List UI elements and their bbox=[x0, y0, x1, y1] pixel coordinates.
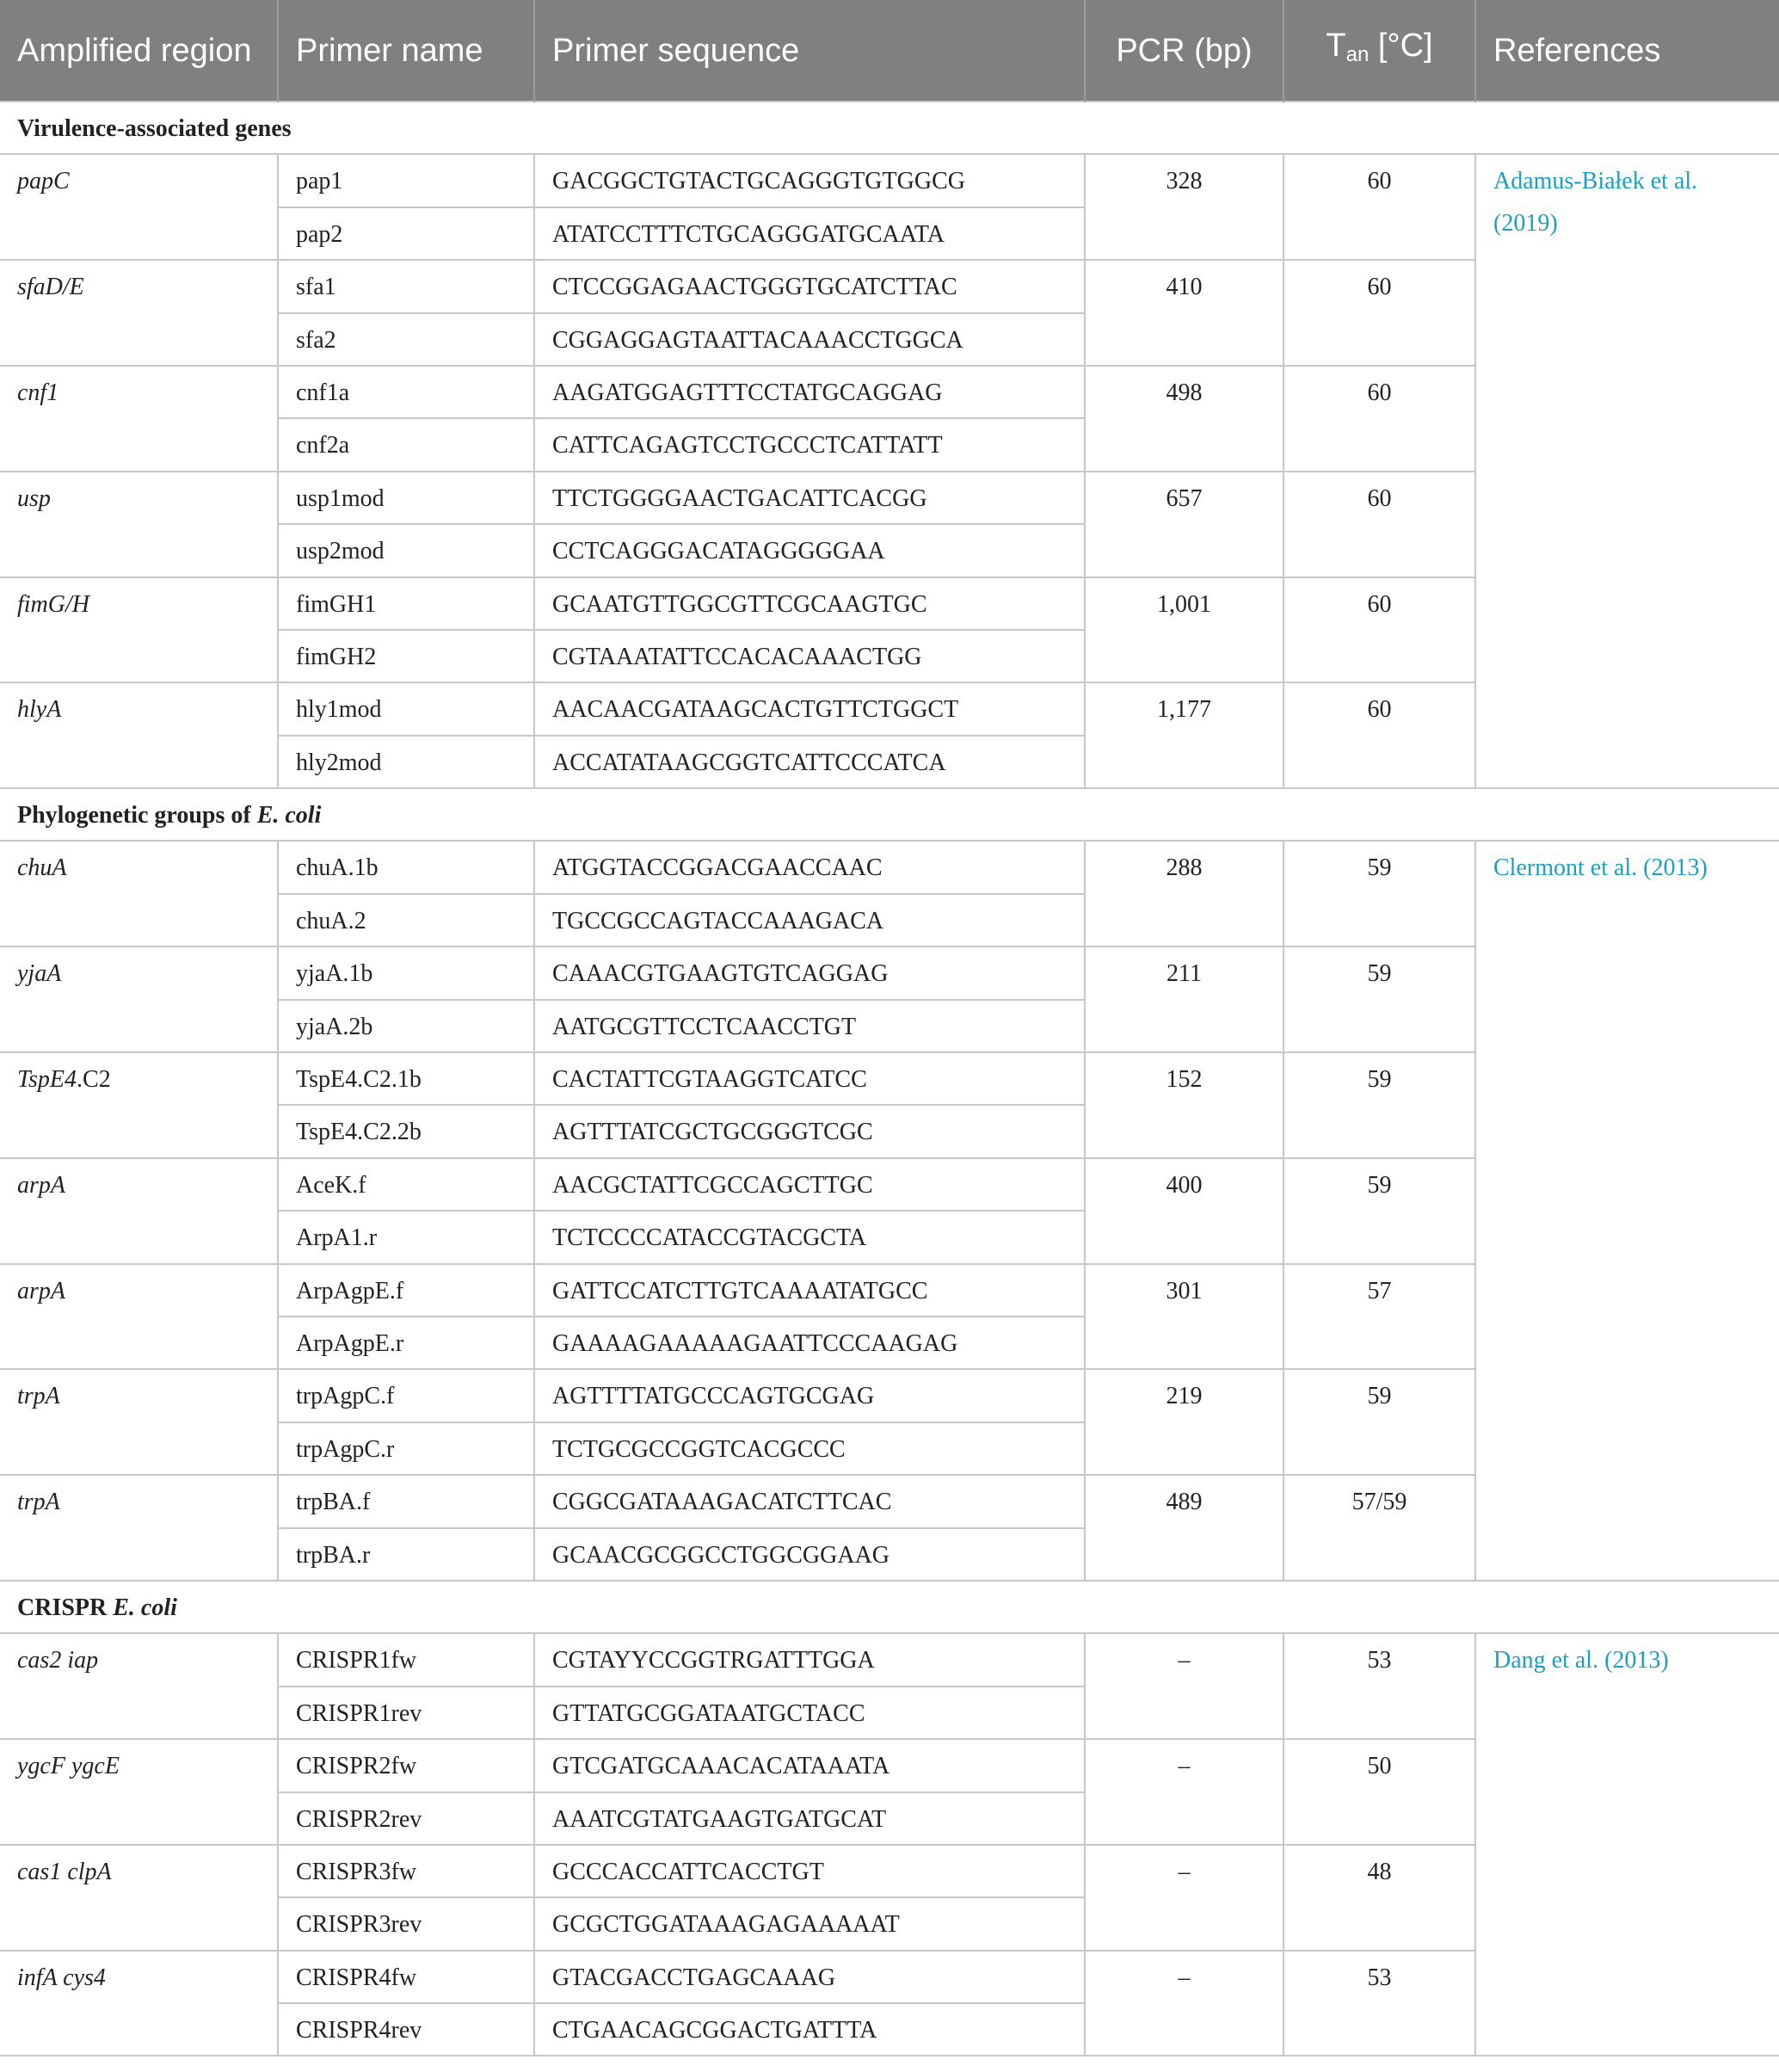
primer-sequence-cell: CTCCGGAGAACTGGGTGCATCTTAC bbox=[534, 260, 1085, 312]
header-tan-sub: an bbox=[1345, 43, 1370, 66]
header-row bbox=[0, 0, 1779, 102]
amplified-region-suffix: .C2 bbox=[77, 1066, 111, 1094]
primer-name-cell: CRISPR1fw bbox=[278, 1633, 534, 1686]
tan-cell: 60 bbox=[1283, 366, 1475, 472]
primer-sequence-cell: CTGAACAGCGGACTGATTTA bbox=[534, 2003, 1085, 2056]
primer-sequence-cell: TGCCGCCAGTACCAAAGACA bbox=[534, 894, 1085, 947]
group-title bbox=[0, 1581, 1779, 1633]
primer-sequence-cell: GCGCTGGATAAAGAGAAAAAT bbox=[534, 1897, 1085, 1950]
pcr-bp-cell: 211 bbox=[1085, 947, 1283, 1052]
primer-sequence-cell: GACGGCTGTACTGCAGGGTGTGGCG bbox=[534, 154, 1085, 207]
amplified-region-text: arpA bbox=[17, 1171, 65, 1199]
primer-sequence-cell: GAAAAGAAAAAGAATTCCCAAGAG bbox=[534, 1317, 1085, 1369]
primer-sequence-cell: ATATCCTTTCTGCAGGGATGCAATA bbox=[534, 207, 1085, 260]
primer-name-cell: usp2mod bbox=[278, 524, 534, 577]
tan-cell: 59 bbox=[1283, 1369, 1475, 1475]
amplified-region-cell bbox=[0, 577, 278, 683]
pcr-bp-cell: 1,001 bbox=[1085, 577, 1283, 683]
header-tan-unit: [°C] bbox=[1369, 28, 1433, 64]
reference-link[interactable]: Adamus-Białek et al. (2019) bbox=[1475, 154, 1779, 788]
pcr-bp-cell: 657 bbox=[1085, 472, 1283, 577]
primer-sequence-cell: ACCATATAAGCGGTCATTCCCATCA bbox=[534, 736, 1085, 788]
amplified-region-text: trpA bbox=[17, 1489, 60, 1516]
primer-name-cell: CRISPR3fw bbox=[278, 1845, 534, 1897]
group-title bbox=[0, 102, 1779, 154]
tan-cell: 60 bbox=[1283, 472, 1475, 577]
primer-name-cell: ArpA1.r bbox=[278, 1211, 534, 1263]
amplified-region-text: infA cys4 bbox=[17, 1964, 106, 1991]
pcr-bp-cell: 288 bbox=[1085, 841, 1283, 947]
pcr-bp-cell: 410 bbox=[1085, 260, 1283, 366]
primer-name-cell: usp1mod bbox=[278, 472, 534, 524]
primer-sequence-cell: AATGCGTTCCTCAACCTGT bbox=[534, 1000, 1085, 1052]
amplified-region-text: trpA bbox=[17, 1383, 60, 1410]
tan-cell: 60 bbox=[1283, 260, 1475, 366]
amplified-region-text: TspE4 bbox=[17, 1066, 77, 1094]
tan-cell: 59 bbox=[1283, 1158, 1475, 1264]
amplified-region-text: cas1 clpA bbox=[17, 1858, 112, 1885]
primer-name-cell: TspE4.C2.1b bbox=[278, 1052, 534, 1105]
amplified-region-text: cas2 iap bbox=[17, 1647, 99, 1674]
amplified-region-cell bbox=[0, 1739, 278, 1845]
primer-sequence-cell: TCTCCCCATACCGTACGCTA bbox=[534, 1211, 1085, 1263]
header-tan-main: T bbox=[1326, 28, 1346, 64]
tan-cell: 53 bbox=[1283, 1633, 1475, 1739]
primer-sequence-cell: AAATCGTATGAAGTGATGCAT bbox=[534, 1792, 1085, 1845]
primer-sequence-cell: AACGCTATTCGCCAGCTTGC bbox=[534, 1158, 1085, 1211]
primer-sequence-cell: AAGATGGAGTTTCCTATGCAGGAG bbox=[534, 366, 1085, 418]
tan-cell: 60 bbox=[1283, 154, 1475, 260]
amplified-region-text: hlyA bbox=[17, 696, 62, 724]
primer-sequence-cell: AACAACGATAAGCACTGTTCTGGCT bbox=[534, 682, 1085, 735]
group-row bbox=[0, 1581, 1779, 1633]
primer-name-cell: trpAgpC.f bbox=[278, 1369, 534, 1421]
tan-cell: 48 bbox=[1283, 1845, 1475, 1951]
primer-name-cell: fimGH2 bbox=[278, 630, 534, 682]
tan-cell: 57/59 bbox=[1283, 1475, 1475, 1581]
primer-name-cell: CRISPR4fw bbox=[278, 1951, 534, 2003]
primer-name-cell: CRISPR1rev bbox=[278, 1687, 534, 1739]
primer-name-cell: trpBA.f bbox=[278, 1475, 534, 1527]
primer-name-cell: AceK.f bbox=[278, 1158, 534, 1211]
pcr-bp-cell: 152 bbox=[1085, 1052, 1283, 1158]
primer-name-cell: CRISPR2rev bbox=[278, 1792, 534, 1845]
primer-sequence-cell: CGGAGGAGTAATTACAAACCTGGCA bbox=[534, 313, 1085, 366]
primer-sequence-cell: CCTCAGGGACATAGGGGGAA bbox=[534, 524, 1085, 577]
amplified-region-cell bbox=[0, 1475, 278, 1581]
primer-sequence-cell: CATTCAGAGTCCTGCCCTCATTATT bbox=[534, 418, 1085, 471]
primer-sequence-cell: GTTATGCGGATAATGCTACC bbox=[534, 1687, 1085, 1739]
pcr-bp-cell: – bbox=[1085, 1951, 1283, 2057]
group-title bbox=[0, 788, 1779, 841]
amplified-region-cell bbox=[0, 366, 278, 472]
amplified-region-text: chuA bbox=[17, 854, 67, 882]
pcr-bp-cell: – bbox=[1085, 1739, 1283, 1845]
tan-cell: 53 bbox=[1283, 1951, 1475, 2057]
primer-name-cell: pap1 bbox=[278, 154, 534, 207]
primer-name-cell: chuA.1b bbox=[278, 841, 534, 893]
primer-sequence-cell: AGTTTTATGCCCAGTGCGAG bbox=[534, 1369, 1085, 1421]
header-references: References bbox=[1475, 0, 1779, 102]
amplified-region-text: yjaA bbox=[17, 960, 62, 988]
group-title-text: Phylogenetic groups of bbox=[17, 802, 257, 829]
primer-name-cell: hly1mod bbox=[278, 682, 534, 735]
pcr-bp-cell: 301 bbox=[1085, 1264, 1283, 1370]
tan-cell: 59 bbox=[1283, 1052, 1475, 1158]
table-row bbox=[0, 1633, 1779, 1686]
group-row bbox=[0, 102, 1779, 154]
primer-sequence-cell: GTACGACCTGAGCAAAG bbox=[534, 1951, 1085, 2003]
amplified-region-cell bbox=[0, 1633, 278, 1739]
primer-sequence-cell: CGGCGATAAAGACATCTTCAC bbox=[534, 1475, 1085, 1527]
amplified-region-text: cnf1 bbox=[17, 379, 59, 406]
primer-sequence-cell: TCTGCGCCGGTCACGCCC bbox=[534, 1422, 1085, 1475]
amplified-region-text: ygcF ygcE bbox=[17, 1753, 120, 1780]
primer-name-cell: trpAgpC.r bbox=[278, 1422, 534, 1475]
group-title-text: CRISPR bbox=[17, 1594, 114, 1621]
primer-sequence-cell: GCAACGCGGCCTGGCGGAAG bbox=[534, 1528, 1085, 1581]
pcr-bp-cell: 219 bbox=[1085, 1369, 1283, 1475]
table-body bbox=[0, 102, 1779, 2056]
table-row bbox=[0, 841, 1779, 893]
header-primer-sequence: Primer sequence bbox=[534, 0, 1085, 102]
amplified-region-cell bbox=[0, 1951, 278, 2057]
group-title-text: Virulence-associated genes bbox=[17, 115, 292, 142]
amplified-region-text: papC bbox=[17, 168, 70, 195]
pcr-bp-cell: – bbox=[1085, 1633, 1283, 1739]
amplified-region-cell bbox=[0, 1845, 278, 1951]
primer-name-cell: yjaA.1b bbox=[278, 947, 534, 999]
primer-sequence-cell: TTCTGGGGAACTGACATTCACGG bbox=[534, 472, 1085, 524]
group-title-italic: E. coli bbox=[256, 802, 322, 829]
amplified-region-cell bbox=[0, 1158, 278, 1264]
amplified-region-cell bbox=[0, 1264, 278, 1370]
tan-cell: 59 bbox=[1283, 841, 1475, 947]
amplified-region-cell bbox=[0, 841, 278, 947]
amplified-region-cell bbox=[0, 947, 278, 1052]
primer-name-cell: ArpAgpE.f bbox=[278, 1264, 534, 1317]
tan-cell: 50 bbox=[1283, 1739, 1475, 1845]
pcr-bp-cell: – bbox=[1085, 1845, 1283, 1951]
pcr-bp-cell: 400 bbox=[1085, 1158, 1283, 1264]
amplified-region-cell bbox=[0, 1052, 278, 1158]
amplified-region-cell bbox=[0, 154, 278, 260]
primer-name-cell: CRISPR3rev bbox=[278, 1897, 534, 1950]
primer-name-cell: ArpAgpE.r bbox=[278, 1317, 534, 1369]
header-primer-name: Primer name bbox=[278, 0, 534, 102]
primer-name-cell: sfa1 bbox=[278, 260, 534, 312]
pcr-bp-cell: 1,177 bbox=[1085, 682, 1283, 788]
primer-name-cell: hly2mod bbox=[278, 736, 534, 788]
header-pcr-bp: PCR (bp) bbox=[1085, 0, 1283, 102]
primer-name-cell: sfa2 bbox=[278, 313, 534, 366]
header-tan bbox=[1283, 0, 1475, 102]
tan-cell: 59 bbox=[1283, 947, 1475, 1052]
primer-name-cell: CRISPR4rev bbox=[278, 2003, 534, 2056]
primer-name-cell: yjaA.2b bbox=[278, 1000, 534, 1052]
primer-sequence-cell: GCAATGTTGGCGTTCGCAAGTGC bbox=[534, 577, 1085, 630]
amplified-region-text: sfaD/E bbox=[17, 274, 84, 301]
primer-name-cell: pap2 bbox=[278, 207, 534, 260]
amplified-region-text: usp bbox=[17, 484, 51, 512]
primer-name-cell: chuA.2 bbox=[278, 894, 534, 947]
primer-sequence-cell: CGTAYYCCGGTRGATTTGGA bbox=[534, 1633, 1085, 1686]
tan-cell: 57 bbox=[1283, 1264, 1475, 1370]
pcr-bp-cell: 489 bbox=[1085, 1475, 1283, 1581]
amplified-region-text: arpA bbox=[17, 1277, 65, 1304]
primer-sequence-cell: CGTAAATATTCCACACAAACTGG bbox=[534, 630, 1085, 682]
primer-sequence-cell: CAAACGTGAAGTGTCAGGAG bbox=[534, 947, 1085, 999]
primer-name-cell: trpBA.r bbox=[278, 1528, 534, 1581]
primer-sequence-cell: AGTTTATCGCTGCGGGTCGC bbox=[534, 1105, 1085, 1157]
primer-name-cell: cnf1a bbox=[278, 366, 534, 418]
header-amplified-region: Amplified region bbox=[0, 0, 278, 102]
tan-cell: 60 bbox=[1283, 577, 1475, 683]
table-header bbox=[0, 0, 1779, 102]
pcr-bp-cell: 498 bbox=[1085, 366, 1283, 472]
amplified-region-cell bbox=[0, 682, 278, 788]
reference-link[interactable]: Clermont et al. (2013) bbox=[1475, 841, 1779, 1580]
primer-sequence-cell: GATTCCATCTTGTCAAAATATGCC bbox=[534, 1264, 1085, 1317]
group-row bbox=[0, 788, 1779, 841]
primer-name-cell: cnf2a bbox=[278, 418, 534, 471]
primer-name-cell: TspE4.C2.2b bbox=[278, 1105, 534, 1157]
primer-sequence-cell: GCCCACCATTCACCTGT bbox=[534, 1845, 1085, 1897]
tan-cell: 60 bbox=[1283, 682, 1475, 788]
amplified-region-cell bbox=[0, 472, 278, 577]
primer-name-cell: fimGH1 bbox=[278, 577, 534, 630]
reference-link[interactable]: Dang et al. (2013) bbox=[1475, 1633, 1779, 2056]
primer-sequence-cell: ATGGTACCGGACGAACCAAC bbox=[534, 841, 1085, 893]
primer-sequence-cell: CACTATTCGTAAGGTCATCC bbox=[534, 1052, 1085, 1105]
amplified-region-text: fimG/H bbox=[17, 590, 89, 618]
primer-name-cell: CRISPR2fw bbox=[278, 1739, 534, 1791]
pcr-bp-cell: 328 bbox=[1085, 154, 1283, 260]
group-title-italic: E. coli bbox=[113, 1594, 177, 1621]
table-row bbox=[0, 154, 1779, 207]
amplified-region-cell bbox=[0, 260, 278, 366]
amplified-region-cell bbox=[0, 1369, 278, 1475]
primer-sequence-cell: GTCGATGCAAACACATAAATA bbox=[534, 1739, 1085, 1791]
